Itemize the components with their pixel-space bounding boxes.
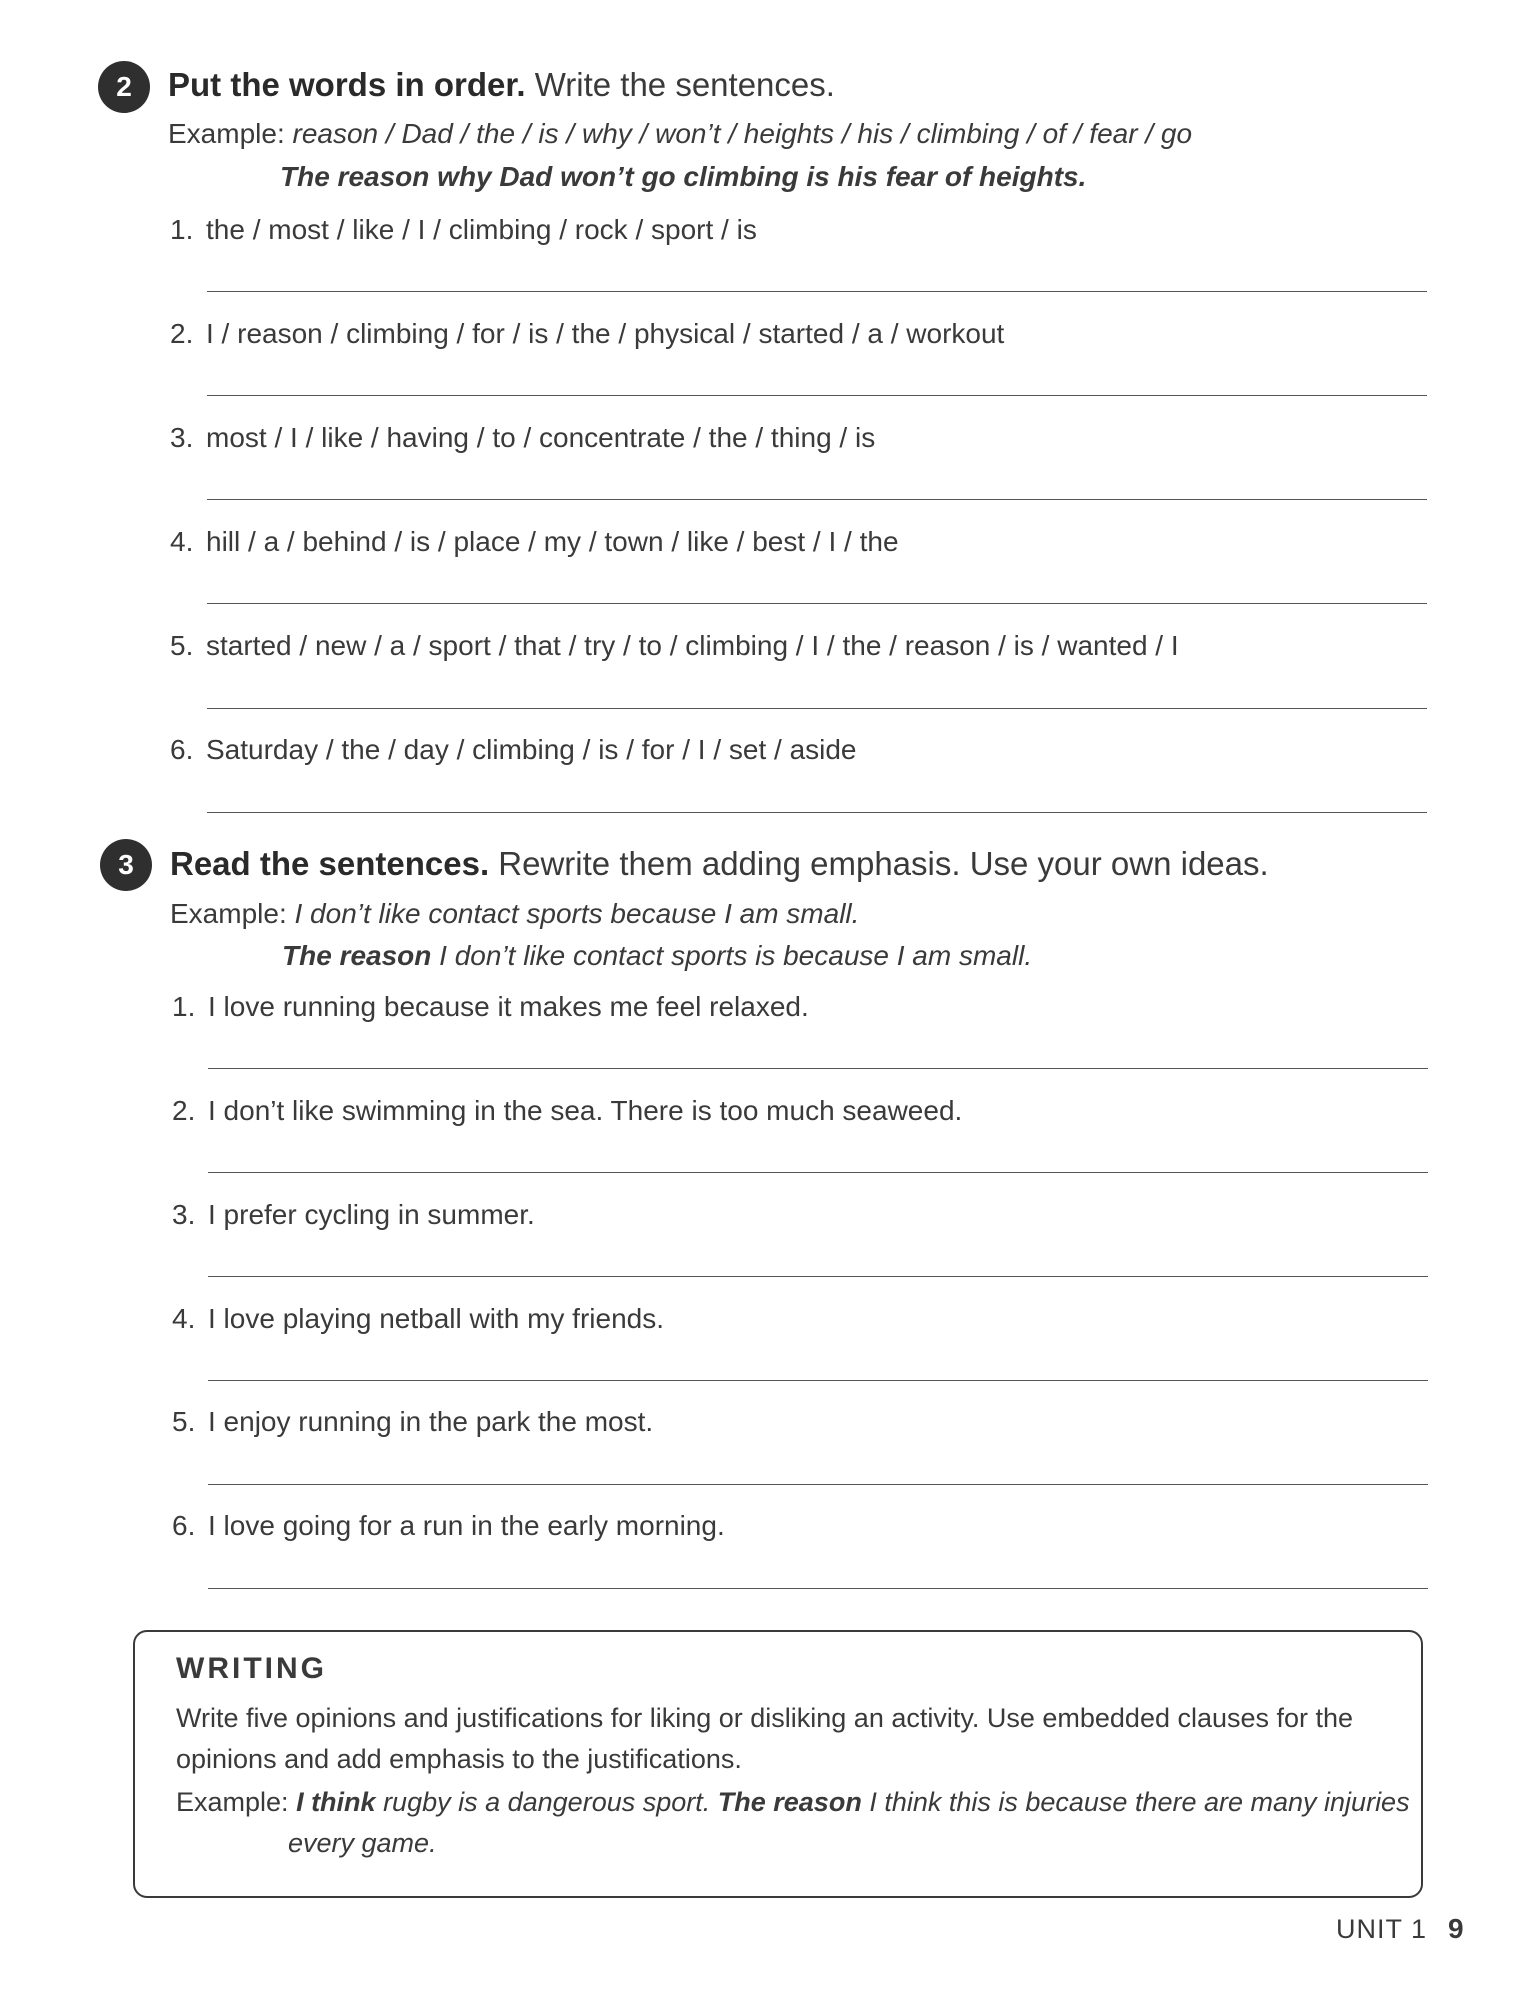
- answer-line[interactable]: [207, 603, 1427, 604]
- answer-line[interactable]: [207, 395, 1427, 396]
- exercise-3-item: 4. I love playing netball with my friends.: [172, 1303, 664, 1334]
- exercise-2-item: 1. the / most / like / I / climbing / rock / sport / is: [170, 214, 757, 245]
- writing-instruction-line1: Write five opinions and justifications for liking or disliking an activity. Use embedded clauses for the: [176, 1703, 1354, 1733]
- answer-line[interactable]: [207, 812, 1427, 813]
- footer-unit: UNIT 1: [1336, 1914, 1428, 1944]
- exercise-3-number: 3: [100, 839, 152, 891]
- exercise-3-item: 5. I enjoy running in the park the most.: [172, 1406, 654, 1437]
- exercise-2-item: 4. hill / a / behind / is / place / my / town / like / best / I / the: [170, 526, 899, 557]
- exercise-3-item: 2. I don’t like swimming in the sea. There is too much seaweed.: [172, 1095, 963, 1126]
- answer-line[interactable]: [207, 291, 1427, 292]
- answer-line[interactable]: [208, 1588, 1428, 1589]
- exercise-2-example: Example: reason / Dad / the / is / why / won’t / heights / his / climbing / of / fear / go: [168, 118, 1193, 149]
- exercise-2-item: 2. I / reason / climbing / for / is / the / physical / started / a / workout: [170, 318, 1005, 349]
- answer-line[interactable]: [208, 1380, 1428, 1381]
- writing-example-line2: every game.: [288, 1828, 437, 1858]
- exercise-2-item: 5. started / new / a / sport / that / try / to / climbing / I / the / reason / is / wanted / I: [170, 630, 1179, 661]
- answer-line[interactable]: [208, 1276, 1428, 1277]
- exercise-3-item: 1. I love running because it makes me feel relaxed.: [172, 991, 809, 1022]
- exercise-2-instruction: Put the words in order. Write the sentences.: [168, 66, 835, 103]
- writing-title: WRITING: [176, 1652, 327, 1685]
- answer-line[interactable]: [208, 1172, 1428, 1173]
- writing-instruction-line2: opinions and add emphasis to the justifications.: [176, 1744, 742, 1774]
- writing-example: Example: I think rugby is a dangerous sport. The reason I think this is because there are many injuries: [176, 1787, 1410, 1817]
- answer-line[interactable]: [208, 1484, 1428, 1485]
- answer-line[interactable]: [207, 708, 1427, 709]
- exercise-3-instruction: Read the sentences. Rewrite them adding emphasis. Use your own ideas.: [170, 845, 1269, 882]
- answer-line[interactable]: [207, 499, 1427, 500]
- exercise-2-example-answer: The reason why Dad won’t go climbing is his fear of heights.: [280, 161, 1087, 192]
- exercise-3-item: 6. I love going for a run in the early morning.: [172, 1510, 725, 1541]
- exercise-2-item: 3. most / I / like / having / to / concentrate / the / thing / is: [170, 422, 876, 453]
- page-number: 9: [1448, 1913, 1464, 1944]
- exercise-3-example-answer: The reason I don’t like contact sports is because I am small.: [282, 940, 1033, 971]
- exercise-2-number: 2: [98, 61, 150, 113]
- answer-line[interactable]: [208, 1068, 1428, 1069]
- exercise-3-item: 3. I prefer cycling in summer.: [172, 1199, 535, 1230]
- exercise-3-example: Example: I don’t like contact sports because I am small.: [170, 898, 860, 929]
- exercise-2-item: 6. Saturday / the / day / climbing / is / for / I / set / aside: [170, 734, 857, 765]
